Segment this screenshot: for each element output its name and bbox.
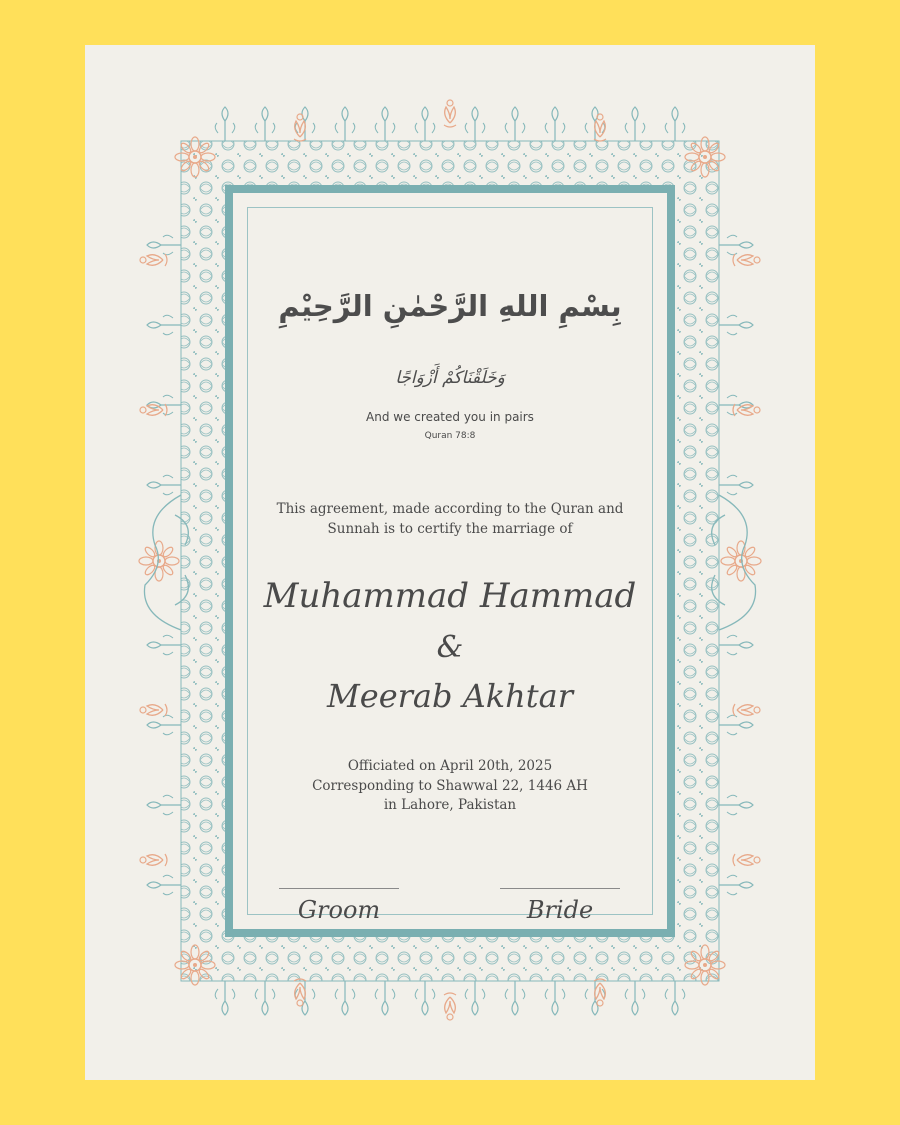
bride-name: Meerab Akhtar	[326, 677, 573, 715]
certificate-page	[85, 45, 815, 1080]
groom-name: Muhammad Hammad	[263, 576, 637, 616]
ceremony-details	[253, 757, 647, 816]
groom-signature-label: Groom	[297, 896, 381, 924]
bride-signature-line	[500, 888, 620, 889]
agreement-text: This agreement, made according to the Quran and Sunnah is to certify the marriage of	[276, 501, 624, 537]
officiated-date: Officiated on April 20th, 2025	[347, 758, 553, 774]
bride-signature-label: Bride	[526, 896, 594, 924]
groom-signature-line	[279, 888, 399, 889]
ampersand: &	[436, 630, 464, 665]
bride-signature	[500, 888, 620, 924]
ayah-reference: Quran 78:8	[424, 431, 476, 441]
bismillah-heading: بِسْمِ اللهِ الرَّحْمٰنِ الرَّحِيْمِ	[278, 289, 622, 323]
groom-signature	[279, 888, 399, 924]
ayah-translation: And we created you in pairs	[366, 410, 534, 424]
ayah-arabic: وَخَلَقْنَاكُمْ أَزْوَاجًا	[395, 368, 505, 388]
hijri-date: Corresponding to Shawwal 22, 1446 AH	[312, 777, 588, 794]
location: in Lahore, Pakistan	[383, 797, 517, 813]
